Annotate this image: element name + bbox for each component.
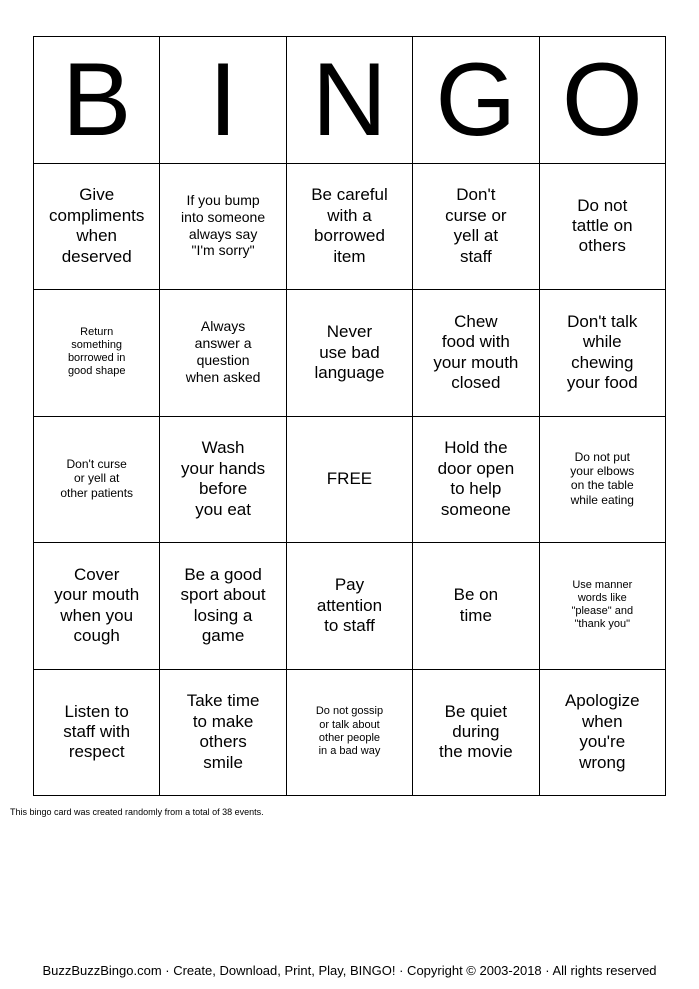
- bingo-cell-text: Pay attention to staff: [316, 575, 383, 635]
- bingo-cell-text: Cover your mouth when you cough: [54, 564, 140, 646]
- bingo-cell-text: Do not put your elbows on the table while eating: [570, 449, 635, 507]
- bingo-cell: [34, 290, 160, 417]
- bingo-cell-text: Apologize when you're wrong: [564, 691, 640, 772]
- bingo-cell-text: FREE: [326, 469, 373, 489]
- bingo-cell: [34, 416, 160, 543]
- bingo-cell-text: Don't curse or yell at other patients: [60, 456, 134, 500]
- bingo-cell: [539, 290, 665, 417]
- bingo-cell: [286, 290, 412, 417]
- bingo-header-letter: B: [34, 37, 160, 164]
- bingo-cell: [413, 669, 539, 796]
- bingo-cell-text: Be a good sport about losing a game: [180, 564, 266, 646]
- bingo-header-row: [34, 37, 666, 164]
- bingo-cell: [413, 290, 539, 417]
- bingo-cell: [413, 543, 539, 670]
- bingo-cell-text: Always answer a question when asked: [185, 318, 261, 385]
- free-cell: [286, 416, 412, 543]
- bingo-card: [33, 36, 666, 796]
- bingo-row: [34, 290, 666, 417]
- bingo-cell: [539, 669, 665, 796]
- bingo-cell-text: Use manner words like "please" and "thank you": [571, 578, 634, 631]
- bingo-cell: [286, 669, 412, 796]
- bingo-row: [34, 163, 666, 290]
- bingo-cell: [160, 163, 286, 290]
- page-footer: BuzzBuzzBingo.com · Create, Download, Print, Play, BINGO! · Copyright © 2003-2018 · All rights reserved: [42, 963, 657, 978]
- bingo-cell-text: Never use bad language: [314, 322, 385, 382]
- bingo-cell-text: Take time to make others smile: [186, 691, 260, 772]
- bingo-cell: [413, 163, 539, 290]
- bingo-row: [34, 543, 666, 670]
- bingo-row: [34, 669, 666, 796]
- bingo-cell: [34, 163, 160, 290]
- bingo-cell-text: Be on time: [453, 585, 499, 625]
- bingo-header-letter: N: [286, 37, 412, 164]
- bingo-cell-text: Don't talk while chewing your food: [566, 311, 638, 393]
- bingo-cell: [413, 416, 539, 543]
- bingo-cell-text: Don't curse or yell at staff: [445, 185, 507, 266]
- bingo-cell-text: If you bump into someone always say "I'm sorry": [181, 191, 266, 259]
- bingo-cell-text: Listen to staff with respect: [63, 701, 131, 762]
- bingo-cell: [539, 163, 665, 290]
- bingo-cell: [539, 416, 665, 543]
- bingo-cell-text: Chew food with your mouth closed: [433, 311, 519, 393]
- bingo-cell-text: Hold the door open to help someone: [437, 438, 515, 519]
- bingo-cell-text: Be careful with a borrowed item: [311, 185, 388, 266]
- bingo-cell-text: Do not tattle on others: [572, 195, 633, 256]
- bingo-cell: [34, 669, 160, 796]
- bingo-cell: [34, 543, 160, 670]
- bingo-header-letter: O: [539, 37, 665, 164]
- bingo-cell: [160, 290, 286, 417]
- bingo-cell-text: Return something borrowed in good shape: [67, 325, 126, 378]
- bingo-header-letter: I: [160, 37, 286, 164]
- bingo-cell: [160, 416, 286, 543]
- bingo-header-letter: G: [413, 37, 539, 164]
- bingo-cell: [286, 543, 412, 670]
- card-note: This bingo card was created randomly from a total of 38 events.: [10, 807, 264, 817]
- bingo-cell-text: Do not gossip or talk about other people in a bad way: [315, 705, 384, 757]
- bingo-row: [34, 416, 666, 543]
- bingo-cell: [160, 669, 286, 796]
- bingo-cell-text: Give compliments when deserved: [48, 185, 145, 266]
- bingo-cell: [539, 543, 665, 670]
- bingo-cell-text: Wash your hands before you eat: [181, 438, 266, 519]
- bingo-cell: [286, 163, 412, 290]
- bingo-cell-text: Be quiet during the movie: [439, 701, 513, 762]
- bingo-cell: [160, 543, 286, 670]
